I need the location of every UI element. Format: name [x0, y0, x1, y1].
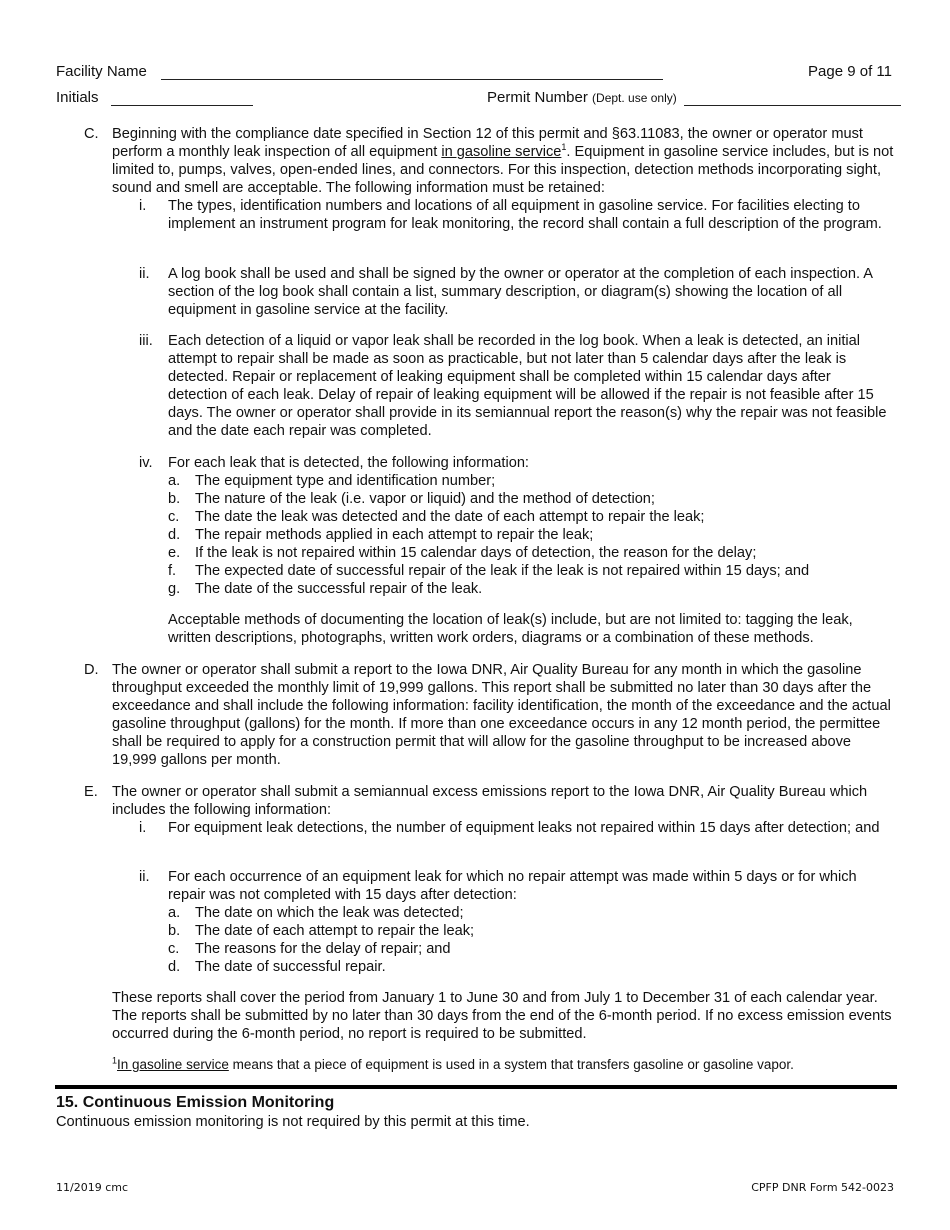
- section-e-marker: E.: [84, 784, 98, 800]
- sub-c-marker: c.: [168, 509, 180, 525]
- sub-g-text: The date of the successful repair of the leak.: [195, 581, 483, 597]
- item-i-marker: i.: [139, 198, 147, 214]
- reports-period-text: These reports shall cover the period from January 1 to June 30 and from July 1 to December 31 of each calendar year. The reports shall be submitted by no later than 30 days from the end of the 6-month period. If no excess emission events occurred during the 6-month period, no report is required to be submitted.: [112, 990, 892, 1042]
- gasoline-service-term: in gasoline service: [441, 144, 562, 160]
- e-item-i-marker: i.: [139, 820, 147, 836]
- section-divider: [55, 1085, 897, 1089]
- initials-label: Initials: [56, 89, 99, 106]
- sub-g-marker: g.: [168, 581, 181, 597]
- facility-name-label: Facility Name: [56, 63, 147, 80]
- page-number: Page 9 of 11: [808, 63, 892, 80]
- facility-name-field[interactable]: [161, 62, 663, 80]
- sub-a-marker: a.: [168, 473, 181, 489]
- e-sub-c-text: The reasons for the delay of repair; and: [195, 941, 451, 957]
- permit-number-label: [487, 89, 677, 107]
- section-c-text-after: . Equipment in gasoline service includes, but is not limited to, pumps, valves, open-ended lines, and connectors. For this inspection, detection methods incorporating sight, sound and smell are acceptable. The following information must be retained:: [112, 144, 894, 196]
- sub-f-marker: f.: [168, 563, 177, 579]
- sub-e-marker: e.: [168, 545, 181, 561]
- footnote-term: In gasoline service: [117, 1057, 229, 1072]
- sub-c-text: The date the leak was detected and the date of each attempt to repair the leak;: [195, 509, 705, 525]
- sub-f-text: The expected date of successful repair of the leak if the leak is not repaired within 15 days; and: [195, 563, 810, 579]
- sub-e-text: If the leak is not repaired within 15 calendar days of detection, the reason for the delay;: [195, 545, 757, 561]
- item-ii-marker: ii.: [139, 266, 150, 282]
- footnote: [112, 1057, 892, 1073]
- section-e-text: The owner or operator shall submit a semiannual excess emissions report to the Iowa DNR, Air Quality Bureau which includes the following information:: [112, 784, 868, 818]
- footnote-number: 1: [112, 1055, 118, 1066]
- sub-b-text: The nature of the leak (i.e. vapor or liquid) and the method of detection;: [195, 491, 655, 507]
- section-d-marker: D.: [84, 662, 99, 678]
- sub-a-text: The equipment type and identification number;: [195, 473, 496, 489]
- footnote-ref: 1: [561, 142, 567, 153]
- e-item-ii-marker: ii.: [139, 869, 150, 885]
- section-c-marker: C.: [84, 126, 99, 142]
- initials-field[interactable]: [111, 88, 253, 106]
- permit-number-text: Permit Number: [487, 89, 588, 106]
- section-c-text-before: Beginning with the compliance date specified in Section 12 of this permit and §63.11083, the owner or operator must perform a monthly leak inspection of all equipment: [112, 126, 863, 160]
- section-c-text: [112, 125, 902, 197]
- item-iii-marker: iii.: [139, 333, 153, 349]
- e-sub-d-text: The date of successful repair.: [195, 959, 386, 975]
- e-sub-a-text: The date on which the leak was detected;: [195, 905, 464, 921]
- footer-date: 11/2019 cmc: [56, 1181, 129, 1194]
- item-iv-marker: iv.: [139, 455, 153, 471]
- section-15-text: Continuous emission monitoring is not required by this permit at this time.: [56, 1114, 530, 1130]
- e-item-i-text: For equipment leak detections, the number of equipment leaks not repaired within 15 days after detection; and: [168, 820, 880, 836]
- e-sub-b-marker: b.: [168, 923, 181, 939]
- e-sub-a-marker: a.: [168, 905, 181, 921]
- item-iii-text: Each detection of a liquid or vapor leak shall be recorded in the log book. When a leak is detected, an initial attempt to repair shall be made as soon as practicable, but not later than 5 calendar days after the leak is detected. Repair or replacement of leaking equipment shall be completed within 15 calendar days after detection of each leak. Delay of repair of leaking equipment will be allowed if the repair is not feasible after 15 days. The owner or operator shall provide in its semiannual report the reason(s) why the repair was not feasible and the date each repair was completed.: [168, 333, 887, 439]
- item-iv-text: For each leak that is detected, the following information:: [168, 455, 529, 471]
- permit-number-field[interactable]: [684, 88, 901, 106]
- item-ii-text: A log book shall be used and shall be signed by the owner or operator at the completion of each inspection. A section of the log book shall contain a list, summary description, or diagram(s) showing the location of all equipment in gasoline service at the facility.: [168, 266, 873, 318]
- footer-form-number: CPFP DNR Form 542-0023: [751, 1181, 894, 1194]
- sub-b-marker: b.: [168, 491, 181, 507]
- acceptable-methods-text: Acceptable methods of documenting the location of leak(s) include, but are not limited to: tagging the leak, written descriptions, photographs, written work orders, diagrams or a combination of these methods.: [168, 612, 853, 646]
- e-sub-b-text: The date of each attempt to repair the leak;: [195, 923, 475, 939]
- e-sub-c-marker: c.: [168, 941, 180, 957]
- e-item-ii-text: For each occurrence of an equipment leak for which no repair attempt was made within 5 days or for which repair was not completed with 15 days after detection:: [168, 869, 857, 903]
- section-15-title: 15. Continuous Emission Monitoring: [56, 1094, 335, 1111]
- section-d-text: The owner or operator shall submit a report to the Iowa DNR, Air Quality Bureau for any month in which the gasoline throughput exceeded the monthly limit of 19,999 gallons. This report shall be submitted no later than 30 days after the exceedance and shall include the following information: facility identification, the month of the exceedance and the actual gasoline throughput (gallons) for the month. If more than one exceedance occurs in any 12 month period, the permittee shall be required to apply for a construction permit that will allow for the gasoline throughput to be increased above 19,999 gallons per month.: [112, 662, 891, 768]
- permit-number-note: (Dept. use only): [592, 91, 677, 105]
- sub-d-marker: d.: [168, 527, 181, 543]
- e-sub-d-marker: d.: [168, 959, 181, 975]
- footnote-text: means that a piece of equipment is used in a system that transfers gasoline or gasoline vapor.: [228, 1057, 794, 1072]
- item-i-text: The types, identification numbers and locations of all equipment in gasoline service. For facilities electing to implement an instrument program for leak monitoring, the record shall contain a full description of the program.: [168, 198, 882, 232]
- sub-d-text: The repair methods applied in each attempt to repair the leak;: [195, 527, 594, 543]
